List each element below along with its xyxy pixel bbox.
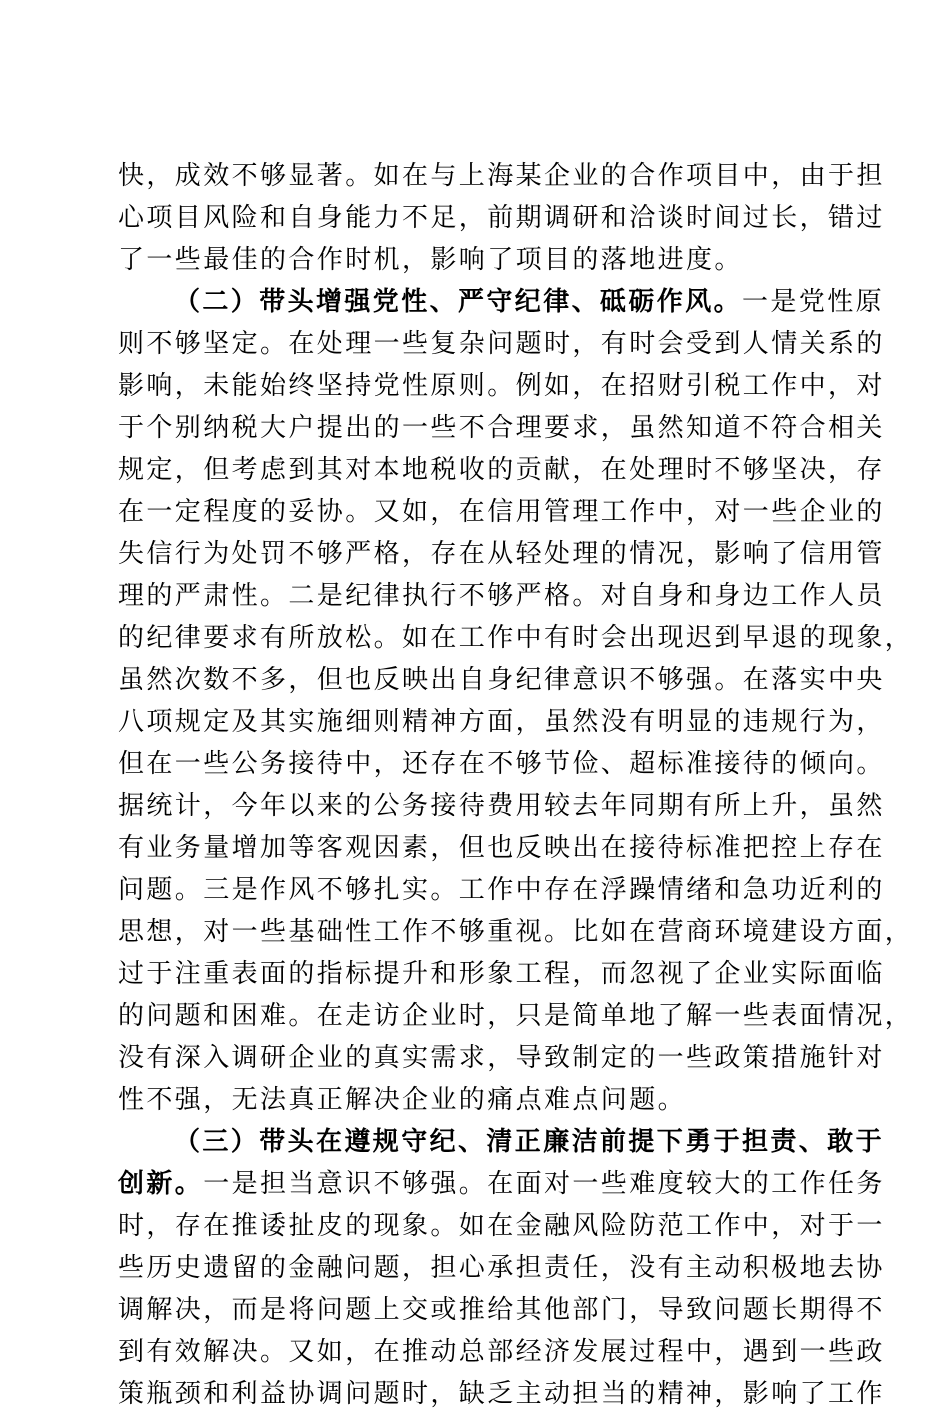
text-line: [118, 239, 830, 281]
text-line: [118, 911, 914, 953]
text-line: [118, 407, 885, 449]
body-text-run: 问题。三是作风不够扎实。工作中存在浮躁情绪和急功近利的: [118, 875, 885, 905]
body-text-run: 策瓶颈和利益协调问题时，缺乏主动担当的精神，影响了工作: [118, 1379, 885, 1409]
body-text-run: 快，成效不够显著。如在与上海某企业的合作项目中，由于担: [118, 161, 885, 191]
body-text-run: 影响，未能始终坚持党性原则。例如，在招财引税工作中，对: [118, 371, 885, 401]
text-line: [118, 533, 885, 575]
body-text-run: 则不够坚定。在处理一些复杂问题时，有时会受到人情关系的: [118, 329, 885, 359]
body-text-run: 一是党性原: [742, 287, 885, 317]
text-line: [118, 155, 885, 197]
body-text-run: 性不强，无法真正解决企业的痛点难点问题。: [118, 1085, 687, 1115]
text-line: [118, 365, 885, 407]
body-text-run: 思想，对一些基础性工作不够重视。比如在营商环境建设方面，: [118, 917, 914, 947]
text-line: [118, 1331, 885, 1373]
body-text-run: 理的严肃性。二是纪律执行不够严格。对自身和身边工作人员: [118, 581, 885, 611]
body-text-run: 没有深入调研企业的真实需求，导致制定的一些政策措施针对: [118, 1043, 885, 1073]
body-text-run: 的问题和困难。在走访企业时，只是简单地了解一些表面情况，: [118, 1001, 914, 1031]
text-line: [118, 617, 914, 659]
bold-heading-run: 创新。: [118, 1169, 204, 1199]
text-line: [118, 1373, 885, 1415]
body-text-run: 调解决，而是将问题上交或推给其他部门，导致问题长期得不: [118, 1295, 885, 1325]
body-text-run: 有业务量增加等客观因素，但也反映出在接待标准把控上存在: [118, 833, 885, 863]
text-line: [118, 1205, 885, 1247]
body-text-run: 八项规定及其实施细则精神方面，虽然没有明显的违规行为，: [118, 707, 885, 737]
document-body: [118, 155, 914, 1415]
body-text-run: 失信行为处罚不够严格，存在从轻处理的情况，影响了信用管: [118, 539, 885, 569]
text-line: [118, 869, 885, 911]
body-text-run: 规定，但考虑到其对本地税收的贡献，在处理时不够坚决，存: [118, 455, 885, 485]
text-line: [118, 1247, 885, 1289]
bold-heading-run: （二）带头增强党性、严守纪律、砥砺作风。: [174, 287, 743, 317]
body-text-run: 一是担当意识不够强。在面对一些难度较大的工作任务: [203, 1169, 885, 1199]
text-line: [118, 449, 885, 491]
text-line: [118, 701, 885, 743]
text-line: [118, 1289, 885, 1331]
text-line: [118, 995, 914, 1037]
body-text-run: 于个别纳税大户提出的一些不合理要求，虽然知道不符合相关: [118, 413, 885, 443]
text-line: [118, 1121, 885, 1163]
text-line: [118, 785, 885, 827]
text-line: [118, 575, 885, 617]
text-line: [118, 491, 885, 533]
body-text-run: 心项目风险和自身能力不足，前期调研和洽谈时间过长，错过: [118, 203, 885, 233]
body-text-run: 到有效解决。又如，在推动总部经济发展过程中，遇到一些政: [118, 1337, 885, 1367]
body-text-run: 了一些最佳的合作时机，影响了项目的落地进度。: [118, 245, 743, 275]
body-text-run: 虽然次数不多，但也反映出自身纪律意识不够强。在落实中央: [118, 665, 885, 695]
text-line: [118, 323, 885, 365]
body-text-run: 在一定程度的妥协。又如，在信用管理工作中，对一些企业的: [118, 497, 885, 527]
text-line: [118, 197, 885, 239]
text-line: [118, 743, 885, 785]
text-line: [118, 1079, 830, 1121]
bold-heading-run: （三）带头在遵规守纪、清正廉洁前提下勇于担责、敢于: [174, 1127, 885, 1157]
body-text-run: 过于注重表面的指标提升和形象工程，而忽视了企业实际面临: [118, 959, 885, 989]
body-text-run: 据统计，今年以来的公务接待费用较去年同期有所上升，虽然: [118, 791, 885, 821]
text-line: [118, 953, 885, 995]
text-line: [118, 281, 885, 323]
text-line: [118, 659, 885, 701]
text-line: [118, 1037, 885, 1079]
text-line: [118, 827, 885, 869]
body-text-run: 时，存在推诿扯皮的现象。如在金融风险防范工作中，对于一: [118, 1211, 885, 1241]
body-text-run: 但在一些公务接待中，还存在不够节俭、超标准接待的倾向。: [118, 749, 885, 779]
body-text-run: 些历史遗留的金融问题，担心承担责任，没有主动积极地去协: [118, 1253, 885, 1283]
body-text-run: 的纪律要求有所放松。如在工作中有时会出现迟到早退的现象，: [118, 623, 914, 653]
text-line: [118, 1163, 885, 1205]
